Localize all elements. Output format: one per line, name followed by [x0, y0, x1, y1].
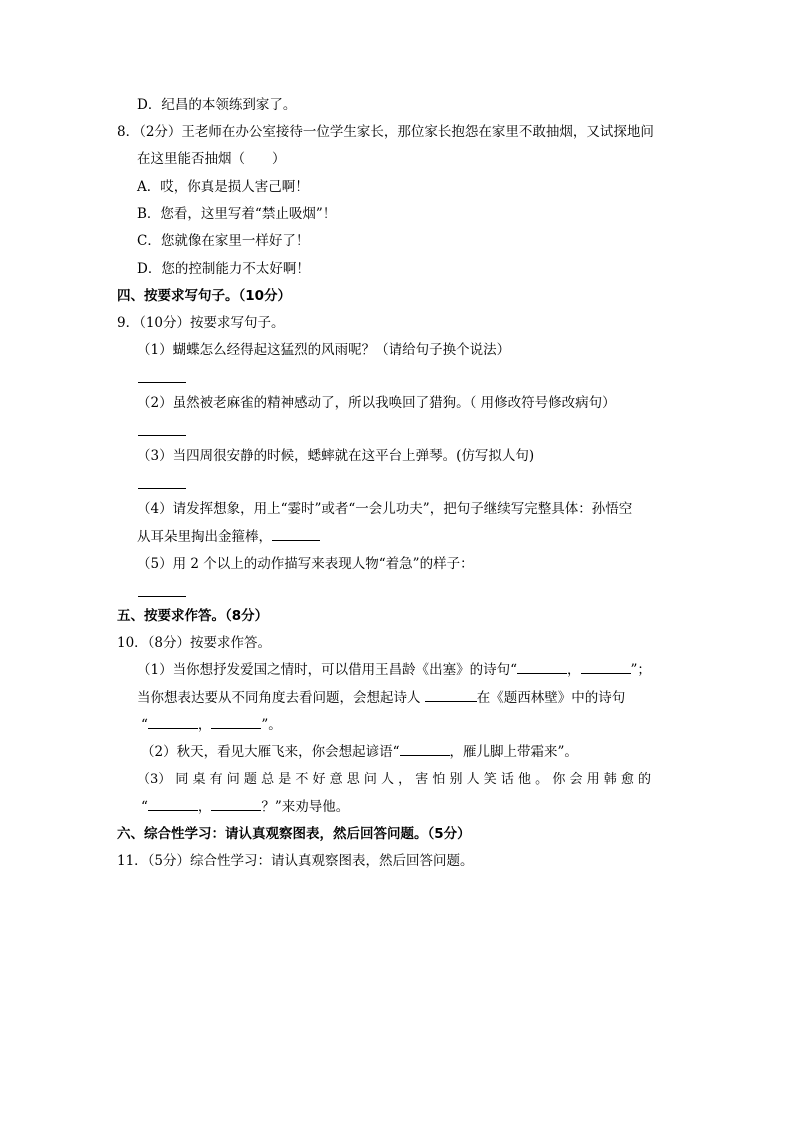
- q10-part1-line2: [137, 689, 625, 707]
- q8-option-d: D．您的控制能力不太好啊！: [137, 261, 310, 277]
- q8-stem-line2: 在这里能否抽烟（ ）: [137, 151, 286, 167]
- q10-end-1: ”；: [630, 662, 651, 678]
- section4-heading: 四、按要求写句子。（10分）: [117, 288, 292, 304]
- q10-part2: [141, 743, 578, 761]
- q9-item-3: （3）当四周很安静的时候，蟋蟀就在这平台上弹琴。(仿写拟人句): [137, 448, 535, 464]
- q10-end-2: ”。: [261, 717, 282, 733]
- q10-part1-text: （1）当你想抒发爱国之情时，可以借用王昌龄《出塞》的诗句“: [137, 662, 517, 678]
- q10-part3-line1: （3） 同 桌 有 问 题 总 是 不 好 意 思 问 人 ， 害 怕 别 人 笑 话 他 。 你 会 用 韩 愈 的: [137, 772, 651, 787]
- q9-answer-line-1[interactable]: [138, 382, 186, 383]
- q9-answer-line-2[interactable]: [138, 435, 186, 436]
- q10-part1-line3: [141, 716, 282, 734]
- section6-heading: 六、综合性学习：请认真观察图表，然后回答问题。（5分）: [117, 826, 471, 842]
- q10-blank-4[interactable]: [148, 716, 198, 729]
- q10-part1-line2-text-b: 在《题西林壁》中的诗句: [476, 690, 626, 706]
- q9-item-4-cont: [137, 528, 320, 546]
- q10-blank-1[interactable]: [517, 661, 567, 674]
- q8-stem-line1: 8．（2分）王老师在办公室接待一位学生家长，那位家长抱怨在家里不敢抽烟，又试探地问: [117, 124, 654, 140]
- section5-heading: 五、按要求作答。（8分）: [117, 608, 269, 624]
- q10-blank-6[interactable]: [400, 743, 450, 756]
- q9-stem: 9．（10分）按要求写句子。: [117, 315, 285, 331]
- q9-item-2: （2）虽然被老麻雀的精神感动了，所以我唤回了猎狗。（ 用修改符号修改病句）: [137, 395, 616, 411]
- q10-part2-text-a: （2）秋天，看见大雁飞来，你会想起谚语“: [141, 744, 400, 760]
- q10-blank-5[interactable]: [211, 716, 261, 729]
- q11-stem: 11．（5分）综合性学习：请认真观察图表，然后回答问题。: [117, 853, 474, 869]
- q10-blank-8[interactable]: [211, 798, 261, 811]
- q10-blank-2[interactable]: [581, 661, 631, 674]
- q10-part2-text-b: ，雁儿脚上带霜来”。: [449, 744, 578, 760]
- q10-end-3: ？”来劝导他。: [261, 799, 350, 815]
- q10-sep-1: ，: [567, 662, 581, 678]
- q10-blank-7[interactable]: [148, 798, 198, 811]
- q10-part1-line1: [137, 661, 651, 679]
- q10-stem: 10．（8分）按要求作答。: [117, 635, 272, 651]
- q9-answer-line-5[interactable]: [138, 596, 186, 597]
- q10-sep-3: ，: [197, 799, 212, 815]
- q7-option-d: D．纪昌的本领练到家了。: [137, 97, 297, 113]
- q10-part3-line2: [141, 798, 349, 816]
- q8-option-a: A．哎，你真是损人害己啊！: [137, 179, 309, 195]
- q8-option-c: C．您就像在家里一样好了！: [137, 233, 310, 249]
- q9-answer-line-3[interactable]: [138, 488, 186, 489]
- q9-item-5: （5）用 2 个以上的动作描写来表现人物“着急”的样子：: [137, 556, 474, 572]
- q9-item-4: （4）请发挥想象，用上“霎时”或者“一会儿功夫”，把句子继续写完整具体：孙悟空: [137, 501, 633, 517]
- q9-item-4-cont-text: 从耳朵里掏出金箍棒，: [137, 529, 272, 545]
- q9-item-4-blank[interactable]: [272, 528, 320, 541]
- q10-quote-open-2: “: [141, 799, 148, 815]
- q10-sep-2: ，: [197, 717, 212, 733]
- q10-quote-open: “: [141, 717, 148, 733]
- q10-blank-3[interactable]: [425, 689, 477, 702]
- q9-item-1: （1）蝴蝶怎么经得起这猛烈的风雨呢？（请给句子换个说法）: [137, 342, 511, 358]
- q10-part1-line2-text-a: 当你想表达要从不同角度去看问题，会想起诗人: [137, 690, 425, 706]
- q8-option-b: B．您看，这里写着“禁止吸烟”！: [137, 206, 337, 222]
